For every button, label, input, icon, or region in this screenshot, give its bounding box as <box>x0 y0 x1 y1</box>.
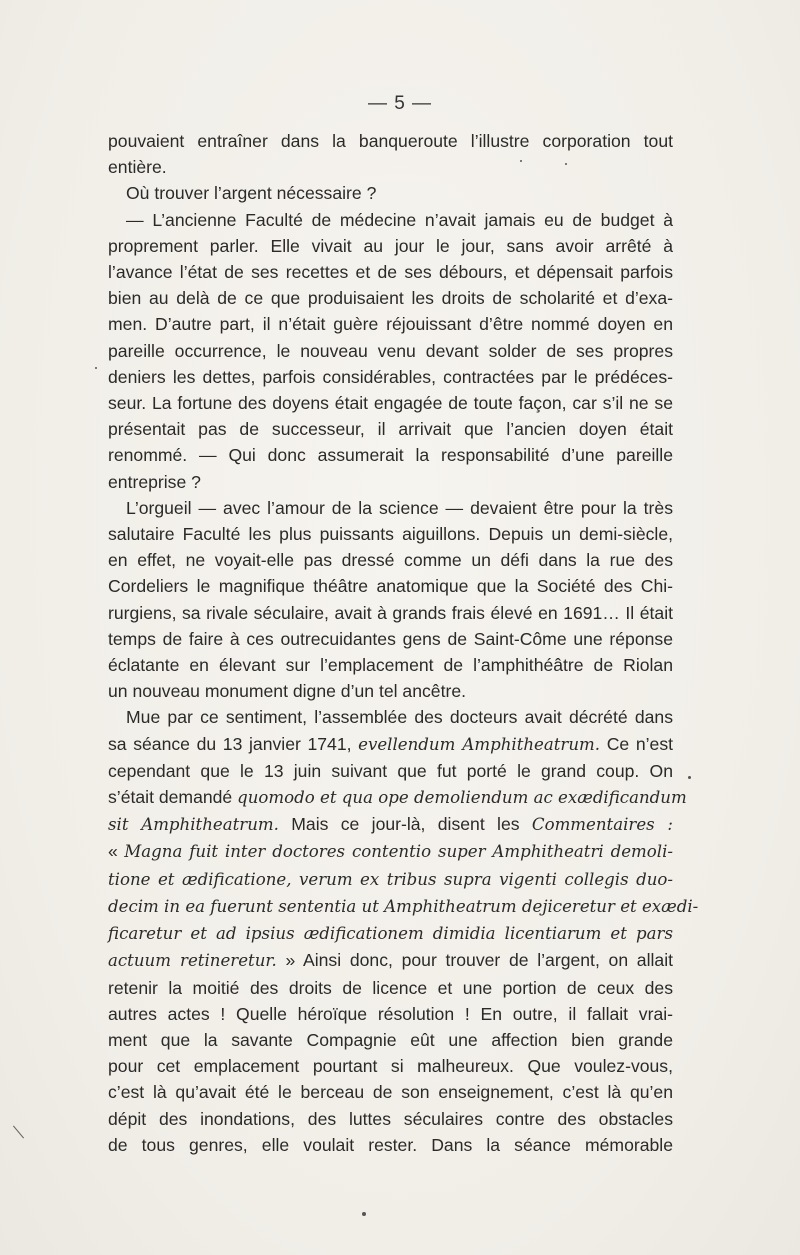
text-line: proprement parler. Elle vivait au jour le jour, sans avoir arrêté à <box>108 235 673 256</box>
latin-quote: evellendum Amphitheatrum. <box>358 734 601 754</box>
text-line: de tous genres, elle voulait rester. Dans la séance mémorable <box>108 1134 673 1155</box>
text-line: Cordeliers le magnifique théâtre anatomique que la Société des Chi- <box>108 576 673 597</box>
text-run: » Ainsi donc, pour trouver de l’argent, on allait <box>276 950 673 971</box>
text-run: « <box>108 841 125 862</box>
text-line: temps de faire à ces outrecuidantes gens de Saint-Côme une réponse <box>108 628 673 649</box>
text-line: Où trouver l’argent nécessaire ? <box>126 183 377 204</box>
body-text <box>108 128 699 1158</box>
text-line: entière. <box>108 157 167 178</box>
latin-quote: Magna fuit inter doctores contentio super Amphitheatri demoli- <box>124 842 673 862</box>
text-line: l’avance l’état de ses recettes et de ses débours, et dépensait parfois <box>108 262 673 283</box>
text-line: dépit des inondations, des luttes séculaires contre des obstacles <box>108 1108 673 1129</box>
text-run: Mais ce jour-là, disent les <box>278 814 532 835</box>
text-line: retenir la moitié des droits de licence et une portion de ceux des <box>108 977 673 998</box>
latin-quote: sit Amphitheatrum. <box>108 815 279 835</box>
text-line: salutaire Faculté les plus puissants aiguillons. Depuis un demi-siècle, <box>108 524 673 545</box>
text-line: bien au delà de ce que produisaient les droits de scholarité et d’exa- <box>108 288 673 309</box>
text-line: L’orgueil — avec l’amour de la science — devaient être pour la très <box>126 497 673 518</box>
text-line: un nouveau monument digne d’un tel ancêtre. <box>108 681 466 702</box>
text-line: Mue par ce sentiment, l’assemblée des docteurs avait décrété dans <box>126 707 673 728</box>
text-line: — L’ancienne Faculté de médecine n’avait jamais eu de budget à <box>126 209 673 230</box>
paper-speck <box>95 367 97 369</box>
text-run: sa séance du 13 janvier 1741, <box>108 733 359 754</box>
text-line <box>108 893 699 920</box>
paper-speck <box>362 1212 366 1216</box>
text-line: entreprise ? <box>108 471 201 492</box>
text-run: s’était demandé <box>108 787 238 808</box>
page-number: — 5 — <box>367 93 433 114</box>
text-line: rurgiens, sa rivale séculaire, avait à grands frais élevé en 1691… Il était <box>108 602 673 623</box>
text-run: Ce n’est <box>600 733 674 754</box>
paper-scratch <box>13 1126 24 1139</box>
latin-quote: Commentaires : <box>531 815 674 835</box>
text-line: cependant que le 13 juin suivant que fut porté le grand coup. On <box>108 760 673 781</box>
paper-speck <box>565 163 567 165</box>
text-line: men. D’autre part, il n’était guère réjouissant d’être nommé doyen en <box>108 314 673 335</box>
latin-quote: actuum retineretur. <box>108 951 277 971</box>
text-line: éclatante en élevant sur l’emplacement de l’amphithéâtre de Riolan <box>108 655 673 676</box>
text-line <box>108 838 673 865</box>
text-line: renommé. — Qui donc assumerait la responsabilité d’une pareille <box>108 445 673 466</box>
latin-quote: decim in ea fuerunt sententia ut Amphitheatrum dejiceretur et exædi- <box>108 896 699 916</box>
text-line: présentait pas de successeur, il arrivait que l’ancien doyen était <box>108 419 673 440</box>
text-line: pour cet emplacement pourtant si malheureux. Que voulez-vous, <box>108 1056 673 1077</box>
text-line: en effet, ne voyait-elle pas dressé comme un défi dans la rue des <box>108 550 673 571</box>
text-line <box>108 811 673 838</box>
latin-quote: ficaretur et ad ipsius ædificationem dimidia licentiarum et pars <box>108 924 673 944</box>
text-line: pouvaient entraîner dans la banqueroute l’illustre corporation tout <box>108 131 673 151</box>
text-line <box>108 866 673 893</box>
latin-quote: quomodo et qua ope demoliendum ac exædificandum <box>237 788 687 808</box>
text-line: autres actes ! Quelle héroïque résolution ! En outre, il fallait vrai- <box>108 1003 673 1024</box>
text-line: seur. La fortune des doyens était engagée de toute façon, car s’il ne se <box>108 393 673 414</box>
text-line: pareille occurrence, le nouveau venu devant solder de ses propres <box>108 340 673 361</box>
text-line <box>108 947 673 974</box>
text-line: c’est là qu’avait été le berceau de son enseignement, c’est là qu’en <box>108 1082 673 1103</box>
text-line <box>108 920 673 947</box>
text-line: ment que la savante Compagnie eût une affection bien grande <box>108 1029 673 1050</box>
text-line: deniers les dettes, parfois considérables, contractées par le prédéces- <box>108 366 673 387</box>
latin-quote: tione et ædificatione, verum ex tribus supra vigenti collegis duo- <box>108 869 673 889</box>
text-line <box>108 731 673 758</box>
paper-speck <box>520 160 522 162</box>
paper-speck <box>688 776 691 779</box>
text-line <box>108 784 687 811</box>
